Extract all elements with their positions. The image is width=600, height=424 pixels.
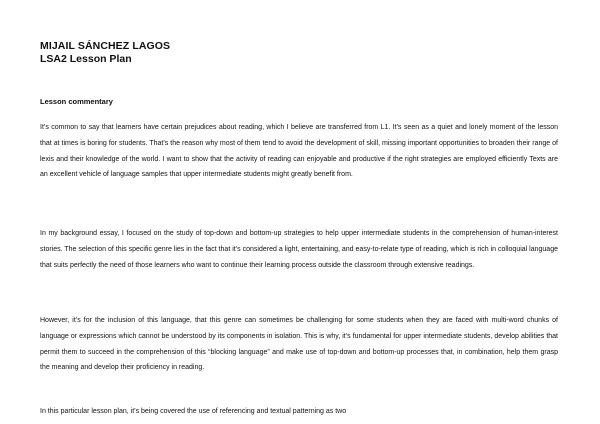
paragraph: However, it’s for the inclusion of this language, that this genre can sometimes be challenging for some students when they are faced with multi-word chunks of language or expressions which cannot be understood by its components in isolation. This is why, it’s fundamental for upper intermediate students, develop abilities that permit them to succeed in the comprehension of this “blocking language” and make use of top-down and bottom-up processes that, in combination, help them grasp the meaning and develop their proficiency in reading. (40, 317, 558, 372)
document-title: LSA2 Lesson Plan (40, 53, 132, 65)
paragraph: In my background essay, I focused on the study of top-down and bottom-up strategies to help upper intermediate students in the comprehension of human-interest stories. The selection of this specific genre lies in the fact that it’s considered a light, entertaining, and easy-to-relate type of reading, which is rich in colloquial language that suits perfectly the need of those learners who want to continue their learning process outside the classroom through extensive readings. (40, 230, 558, 269)
paragraph: In this particular lesson plan, it’s being covered the use of referencing and textual patterning as two (40, 408, 347, 415)
section-heading: Lesson commentary (40, 97, 113, 106)
paragraph: It’s common to say that learners have certain prejudices about reading, which I believe are transferred from L1. It’s seen as a quiet and lonely moment of the lesson that at times is boring for students. That’s the reason why most of them tend to avoid the development of skill, missing important opportunities to broaden their range of lexis and their knowledge of the world. I want to show that the activity of reading can enjoyable and productive if the right strategies are employed efficiently Texts are an excellent vehicle of language samples that upper intermediate students might greatly benefit from. (40, 124, 558, 179)
author-name: MIJAIL SÁNCHEZ LAGOS (40, 40, 171, 52)
